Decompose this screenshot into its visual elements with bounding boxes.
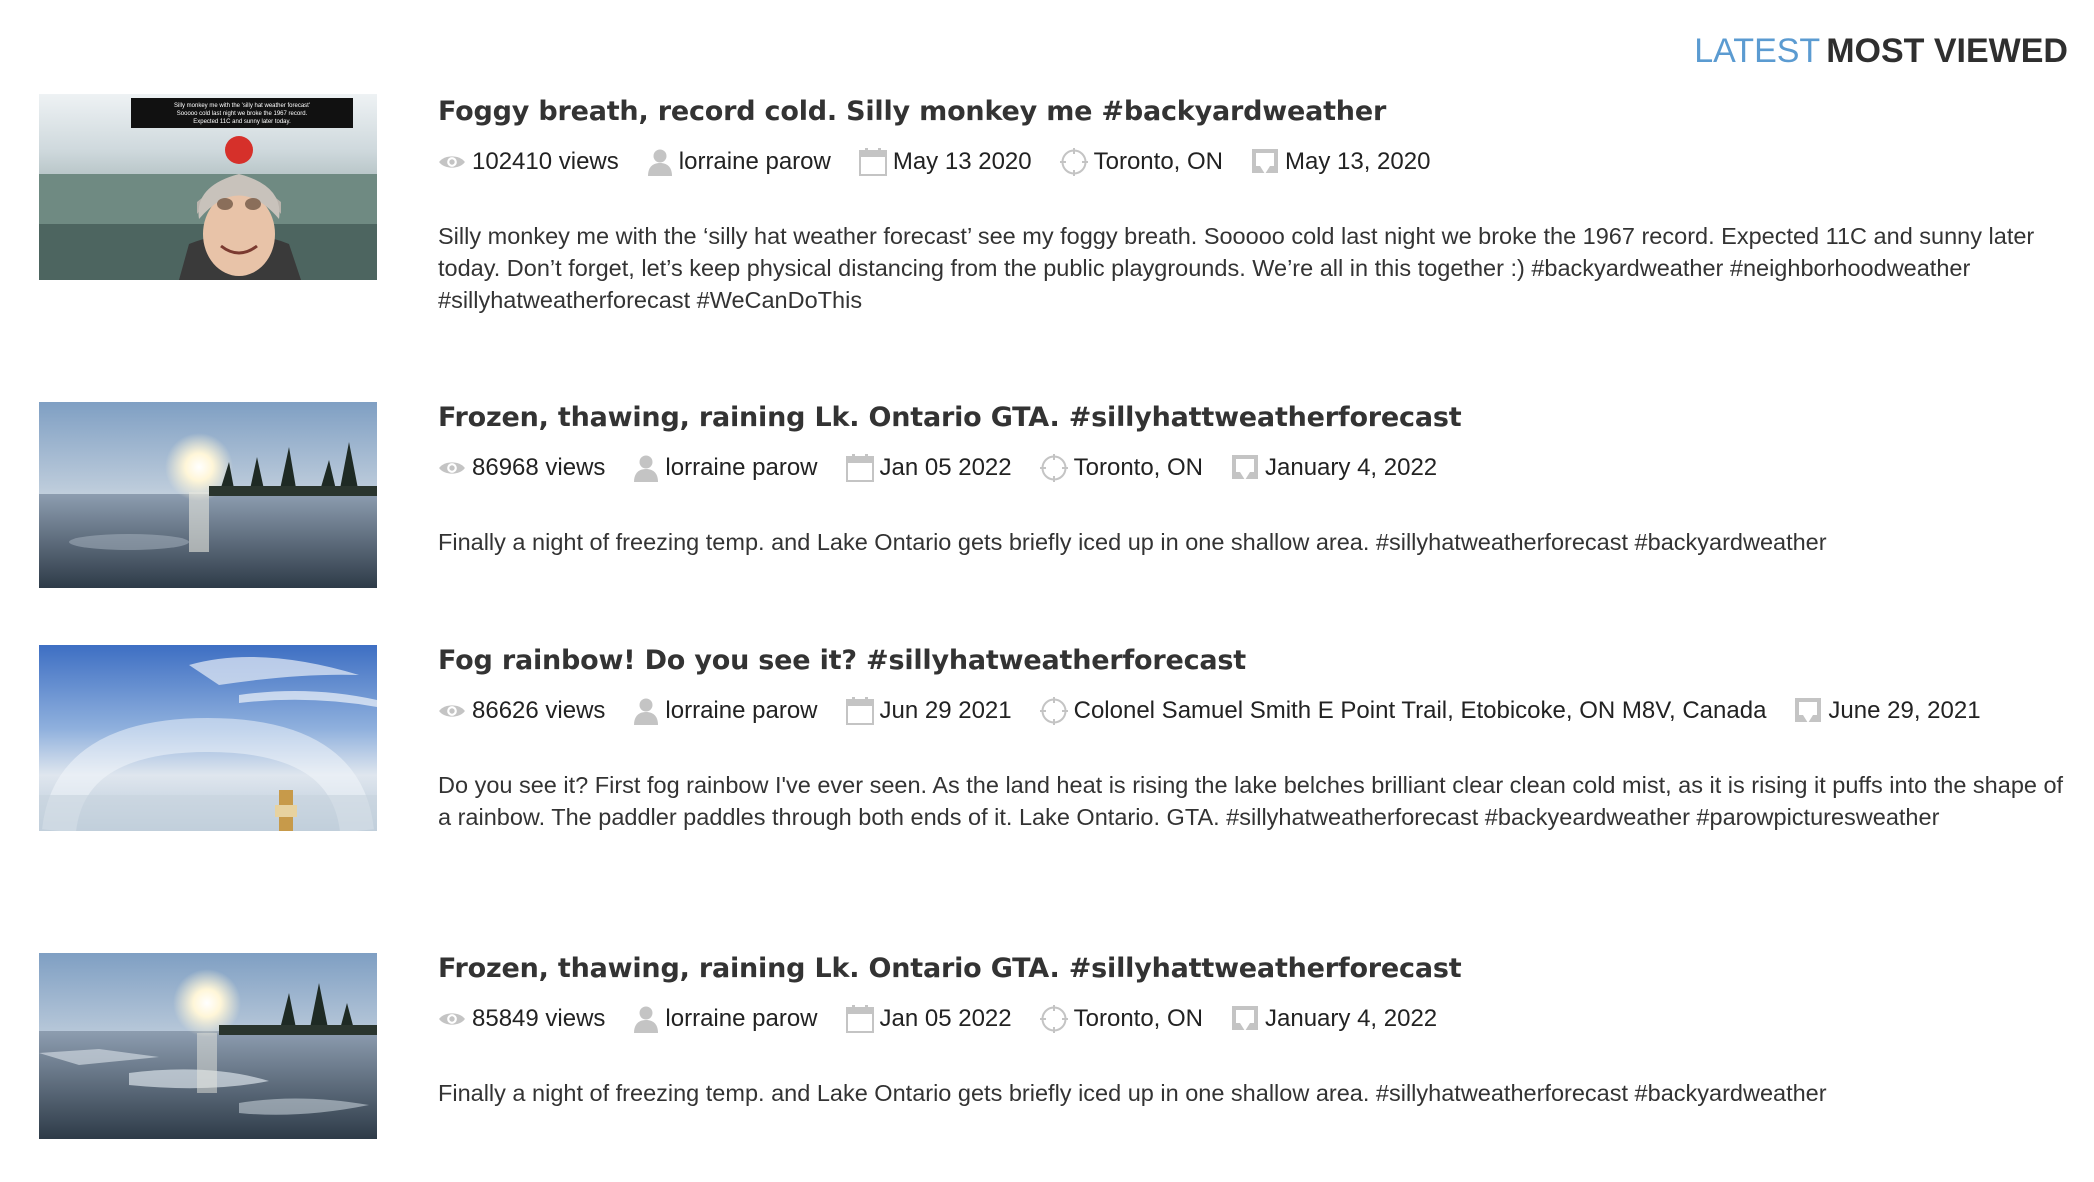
item-description: Finally a night of freezing temp. and Lake Ontario gets briefly iced up in one shallow area. #sillyhatweatherforecast #backyardweather (438, 529, 1827, 555)
thumbnail-image[interactable] (39, 953, 377, 1139)
location-text: Toronto, ON (1073, 1005, 1204, 1032)
author-meta (633, 697, 817, 725)
calendar-icon (846, 454, 874, 482)
user-icon (647, 148, 673, 176)
tab-latest[interactable]: LATEST (1694, 32, 1821, 70)
taken-date: May 13, 2020 (1285, 148, 1431, 175)
thumb-caption-line: Sooooo cold last night we broke the 1967 record. (176, 111, 308, 117)
taken-meta (1231, 1005, 1437, 1033)
item-title[interactable]: Frozen, thawing, raining Lk. Ontario GTA. #sillyhattweatherforecast (438, 402, 1462, 433)
date-meta (846, 697, 1012, 725)
user-icon (633, 697, 659, 725)
crosshair-icon (1040, 1005, 1068, 1033)
thumb-caption-line: Silly monkey me with the 'silly hat weather forecast' (173, 103, 311, 109)
date-meta (859, 148, 1032, 176)
author-name[interactable]: lorraine parow (665, 1005, 818, 1032)
thumbnail-image[interactable] (39, 94, 377, 280)
tab-most-viewed[interactable]: MOST VIEWED (1826, 32, 2068, 70)
item-title[interactable]: Fog rainbow! Do you see it? #sillyhatweatherforecast (438, 645, 1246, 676)
location-meta (1040, 697, 1767, 725)
eye-icon (438, 153, 466, 171)
location-meta (1040, 1005, 1203, 1033)
taken-meta (1794, 697, 1980, 725)
sort-tabs (1694, 32, 2068, 71)
item-meta (438, 451, 2059, 485)
post-date: Jan 05 2022 (879, 454, 1012, 481)
author-name[interactable]: lorraine parow (678, 148, 831, 175)
photo-icon (1794, 697, 1822, 725)
taken-meta (1251, 148, 1430, 176)
photo-icon (1251, 148, 1279, 176)
thumb-caption-line: Expected 11C and sunny later today. (193, 119, 291, 125)
post-date: May 13 2020 (892, 148, 1032, 175)
author-meta (633, 1005, 817, 1033)
views-meta (438, 454, 605, 482)
location-meta (1060, 148, 1223, 176)
item-description: Do you see it? First fog rainbow I've ever seen. As the land heat is rising the lake belches brilliant clear clean cold mist, as it is rising it puffs into the shape of a rainbow. The paddler paddles through both ends of it. Lake Ontario. GTA. #sillyhatweatherforecast #backyeardweather #parowpicturesweather (438, 772, 2064, 830)
user-icon (633, 454, 659, 482)
author-meta (647, 148, 831, 176)
crosshair-icon (1040, 697, 1068, 725)
eye-icon (438, 1010, 466, 1028)
views-meta (438, 1005, 605, 1033)
eye-icon (438, 459, 466, 477)
view-count: 85849 views (472, 1005, 606, 1032)
item-content (438, 953, 2059, 1133)
crosshair-icon (1060, 148, 1088, 176)
photo-icon (1231, 454, 1259, 482)
item-content (438, 402, 2059, 582)
location-meta (1040, 454, 1203, 482)
calendar-icon (859, 148, 887, 176)
item-description: Silly monkey me with the ‘silly hat weather forecast’ see my foggy breath. Sooooo cold last night we broke the 1967 record. Expected 11C and sunny later today. Don’t forget, let’s keep physical distancing from the public playgrounds. We’re all in this together :) #backyardweather #neighborhoodweather #sillyhatweatherforecast #WeCanDoThis (438, 223, 2035, 313)
item-meta (438, 694, 2059, 728)
date-meta (846, 1005, 1012, 1033)
views-meta (438, 148, 619, 176)
taken-date: January 4, 2022 (1265, 1005, 1438, 1032)
view-count: 86968 views (472, 454, 606, 481)
taken-date: June 29, 2021 (1828, 697, 1981, 724)
post-date: Jun 29 2021 (879, 697, 1012, 724)
user-icon (633, 1005, 659, 1033)
author-meta (633, 454, 817, 482)
post-date: Jan 05 2022 (879, 1005, 1012, 1032)
item-title[interactable]: Foggy breath, record cold. Silly monkey me #backyardweather (438, 96, 1387, 127)
thumbnail-image[interactable] (39, 402, 377, 588)
view-count: 86626 views (472, 697, 606, 724)
item-meta (438, 1002, 2059, 1036)
item-description: Finally a night of freezing temp. and Lake Ontario gets briefly iced up in one shallow area. #sillyhatweatherforecast #backyardweather (438, 1080, 1827, 1106)
item-content (438, 96, 2059, 340)
crosshair-icon (1040, 454, 1068, 482)
location-text: Colonel Samuel Smith E Point Trail, Etobicoke, ON M8V, Canada (1073, 697, 1767, 724)
photo-icon (1231, 1005, 1259, 1033)
calendar-icon (846, 1005, 874, 1033)
location-text: Toronto, ON (1093, 148, 1223, 175)
taken-date: January 4, 2022 (1265, 454, 1438, 481)
location-text: Toronto, ON (1073, 454, 1204, 481)
views-meta (438, 697, 605, 725)
eye-icon (438, 702, 466, 720)
date-meta (846, 454, 1012, 482)
author-name[interactable]: lorraine parow (665, 454, 818, 481)
author-name[interactable]: lorraine parow (665, 697, 818, 724)
thumbnail-image[interactable] (39, 645, 377, 831)
item-meta (438, 145, 2059, 179)
item-content (438, 645, 2064, 857)
view-count: 102410 views (472, 148, 619, 175)
item-title[interactable]: Frozen, thawing, raining Lk. Ontario GTA. #sillyhattweatherforecast (438, 953, 1462, 984)
taken-meta (1231, 454, 1437, 482)
calendar-icon (846, 697, 874, 725)
